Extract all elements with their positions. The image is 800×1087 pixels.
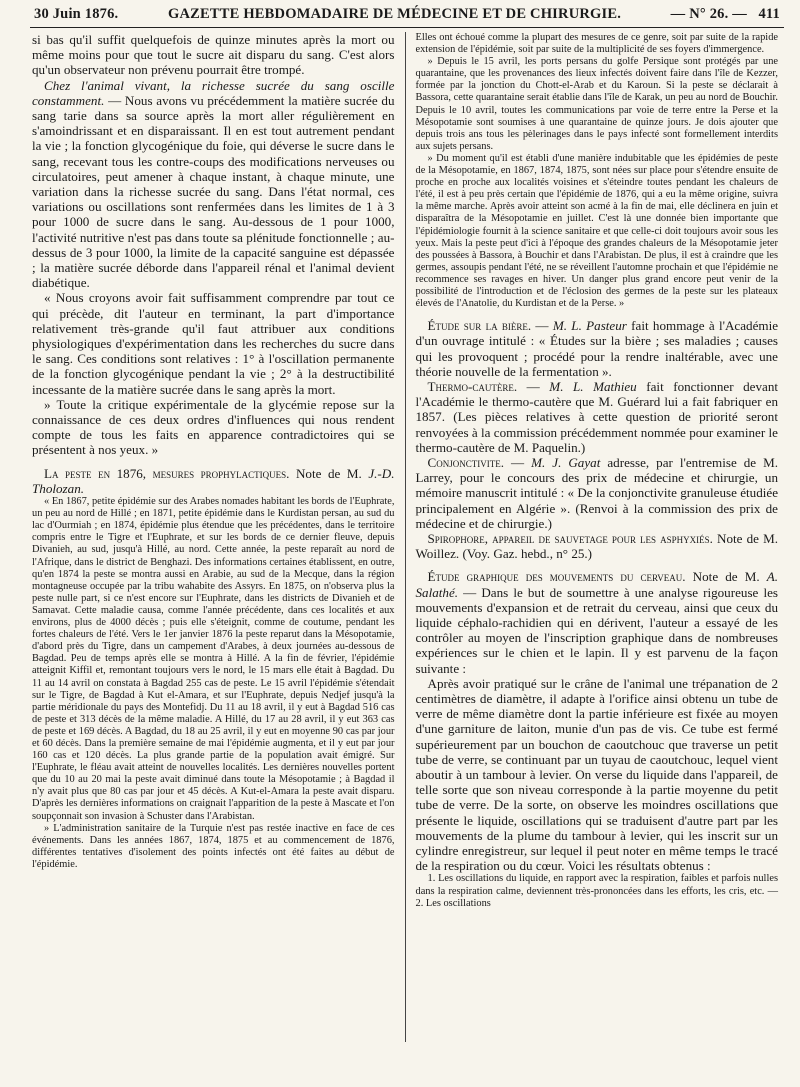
right-column xyxy=(406,32,789,1042)
paragraph: « Nous croyons avoir fait suffisamment comprendre par tout ce qui précède, dit l'auteur en terminant, la part d'importance relativement très-grande qu'il faut attribuer aux conditions physiologiques d'expérimentation dans les recherches du sucre dans le sang. Ces conditions sont relatives : 1° à l'oscillation permanente de la fonction glycogénique pendant la vie ; 2° à la destructibilité incessante de la matière sucrée dans le sang après la mort. xyxy=(32,290,395,397)
article-author: A. Salathé. xyxy=(415,569,778,600)
article-paragraph xyxy=(416,531,779,561)
paragraph: 1. Les oscillations du liquide, en rapport avec la respiration, faibles et parfois nulles dans la respiration calme, deviennent très-prononcées dans les efforts, les cris, etc. — 2. Les oscillations xyxy=(415,873,778,909)
spacer xyxy=(32,458,395,466)
article-title: Conjonctivite. xyxy=(427,454,504,470)
article-title: Thermo-cautère. xyxy=(427,378,518,394)
paragraph: » Toute la critique expérimentale de la glycémie repose sur la connaissance de ces deux ordres d'influences qui nous rendent compte de tous les faits en apparence contradictoires qui se présentent à nos yeux. » xyxy=(32,396,395,458)
header-rule xyxy=(30,27,784,28)
paragraph: » Du moment qu'il est établi d'une manière indubitable que les épidémies de peste de la Mésopotamie, en 1867, 1874, 1875, sont nées sur place pour s'étendre ensuite de proche en proche aux localités voisines et s'éteindre toutes pendant les chaleurs de l'été, il est à peu près certain que l'épidémie de 1876, qui a eu la même origine, suivra la même marche. Après avoir atteint son acmé à la fin de mai, elle déclinera en juin et disparaîtra de la Mésopotamie en juillet. C'est là une donnée bien importante que l'épidémiologie fournit à la science sanitaire et que celle-ci doit toujours avoir sous les yeux. Mais la peste peut d'ici à l'époque des grandes chaleurs de la Mésopotamie jeter des poussées à Bassora, à Bouchir et dans l'Arabistan. De plus, il est à craindre que les germes, assoupis pendant l'été, ne se réveillent l'automne prochain et que l'épidémie ne recommence ses ravages en hiver. Un danger plus grand encore peut venir de la possibilité de l'introduction et de l'éclosion des germes de la peste sur les plateaux élevés de l'Anatolie, du Kurdistan et de la Perse. » xyxy=(415,152,778,310)
paragraph xyxy=(32,78,395,291)
article-text: fait fonctionner devant l'Académie le thermo-cautère que M. Guérard lui a fait fabriquer en 1857. (Les pièces relatives à cette question de priorité seront renvoyées à la commission précédemment nommée pour examiner le thermo-cautère de M. Paquelin.) xyxy=(415,378,779,455)
article-author: J.-D. Tholozan. xyxy=(32,465,395,496)
article-heading xyxy=(32,466,395,496)
paragraph: si bas qu'il suffit quelquefois de quinze minutes après la mort ou même moins pour que tout le sucre ait disparu du sang. C'est alors qu'un observateur non prévenu pourrait être trompé. xyxy=(32,32,395,78)
spacer xyxy=(416,561,779,569)
header-date: 30 Juin 1876. xyxy=(34,6,119,22)
article-title: Étude graphique des mouvements du cerveau. xyxy=(427,569,686,585)
left-column xyxy=(18,32,406,1042)
article-paragraph xyxy=(416,569,779,675)
article-author: M. J. Gayat xyxy=(531,454,601,470)
article-author: M. L. Pasteur xyxy=(552,318,627,334)
page-header xyxy=(18,6,788,27)
article-text: Note de M. Woillez. (Voy. Gaz. hebd., n° 25.) xyxy=(415,531,778,562)
paragraph-text: — Nous avons vu précédemment la matière sucrée du sang tarie dans sa source après la mort aller régulièrement en s'amoindrissant et en disparaissant. Il en est tout autrement pendant la vie ; la fonction glycogénique du foie, qui déverse le sucre dans le sang, recevant tous les contre-coups des modifications nerveuses ou circulatoires, peut amener à chaque instant, à chaque minute, une variation dans la richesse sucrée du sang. Dans l'état normal, ces variations ou oscillations sont renfermées dans les limites de 1 à 3 pour 1000 de sucre dans le sang. Au-dessous de 1 pour 1000, l'activité nutritive n'est pas dans toute sa plénitude fonctionnelle ; au-dessus de 3 pour 1000, la limite de la capacité sanguine est dépassée ; la matière sucrée déborde dans l'appareil rénal et l'animal devient diabétique. xyxy=(32,92,395,291)
paragraph: « En 1867, petite épidémie sur des Arabes nomades habitant les bords de l'Euphrate, un peu au nord de Hillé ; en 1871, petite épidémie dans le Kurdistan persan, au sud du lac d'Ourmiah ; en 1874, épidémie plus étendue que les précédentes, dans le territoire compris entre le Tigre et l'Euphrate, et sur les bords de ce dernier fleuve, depuis Divanieh, au sud, jusqu'à Hillé, au nord. Cette année, la peste reparaît au nord de l'Afrique, dans le district de Benghazi. Des informations certaines établissent, en outre, qu'en 1874 la peste se montra aussi en Arabie, au sud de la Mecque, dans la région montagneuse occupée par la tribu wahabite des Assyrs. En 1875, on n'observa plus la peste nulle part, si ce n'est encore sur l'Euphrate, dans les districts de Divanieh et de Samavat. Cette maladie causa, comme l'année précédente, dans ces localités et aux environs, plus de 4000 décès ; puis elle s'éteignit, comme de coutume, pendant les fortes chaleurs de l'été. Vers le 1er janvier 1876 la peste reparut dans la Mésopotamie, d'abord près du Tigre, dans un campement d'Arabes, à deux journées au-dessous de Bagdad. Peu de temps après elle se montra à Hillé. A la fin de février, l'épidémie atteignit Kiffil et, remontant toujours vers le nord, le 15 mars elle était à Bagdad. Du 11 au 14 avril on constata à Bagdad 255 cas de peste. Le 15 avril l'épidémie s'étendait sur le Tigre, de Bagdad à Kut el-Amara, et sur l'Euphrate, depuis Nedjef jusqu'à la partie méridionale du pays des Montefidj. Du 11 au 18 avril, il y eut à Bagdad 516 cas de peste et 313 décès de la même maladie. A Hillé, du 17 au 28 avril, il y eut 363 cas de peste et 169 décès. A Bagdad, du 18 au 25 avril, il y eut en moyenne 90 cas par jour et 60 décès. Dans la première semaine de mai l'épidémie augmenta, et il y eut par jour 160 cas et 120 décès. La plus grande partie de la population avait émigré. Sur l'Euphrate, le fléau avait atteint de nouvelles localités. Les dernières nouvelles portent que du 10 au 20 mai la peste avait diminué dans toute la Mésopotamie ; à Bagdad il n'y avait plus que 80 cas par jour et 45 décès. A Kut-el-Amara la peste avait disparu. D'après les dernières informations on craignait l'apparition de la peste à Mascate et l'on soupçonnait son invasion à Schuster dans l'Arabistan. xyxy=(32,496,395,822)
article-text: fait hommage à l'Académie d'un ouvrage intitulé : « Études sur la bière ; ses maladies ; causes qui les provoquent ; procédé pour la rendre inaltérable, avec une théorie nouvelle de la fermentation ». xyxy=(415,318,779,379)
article-title: Étude sur la bière. xyxy=(427,318,532,334)
article-text: adresse, par l'entremise de M. Larrey, pour le concours des prix de médecine et chirurgie, un mémoire manuscrit intitulé : « De la conjonctivite granuleuse étudiée principalement en Algérie ». (Renvoi à la commission des prix de médecine et de chirurgie.) xyxy=(415,454,779,531)
article-title: La peste en 1876, mesures prophylactiques. xyxy=(44,465,290,481)
paragraph: » L'administration sanitaire de la Turquie n'est pas restée inactive en face de ces événements. Dans les années 1867, 1874, 1875 et au commencement de 1876, différentes tentatives d'isolement des points infectés ont été faites au début de l'épidémie. xyxy=(32,822,395,870)
section-heading: Chez l'animal vivant, la richesse sucrée du sang oscille constamment. xyxy=(32,77,395,108)
article-paragraph: Conjonctivite. — M. J. Gayat adresse, par l'entremise de M. Larrey, pour le concours des prix de médecine et chirurgie, un mémoire manuscrit intitulé : « De la conjonctivite granuleuse étudiée principalement en Algérie ». (Renvoi à la commission des prix de médecine et de chirurgie.) xyxy=(415,454,779,531)
page-number: 411 xyxy=(758,6,780,22)
spacer xyxy=(416,310,779,318)
article-paragraph: Étude sur la bière. — M. L. Pasteur fait hommage à l'Académie d'un ouvrage intitulé : « Études sur la bière ; ses maladies ; causes qui les provoquent ; procédé pour la rendre inaltérable, avec une théorie nouvelle de la fermentation ». xyxy=(415,318,779,379)
article-note: Note de M. xyxy=(685,569,767,585)
paragraph: Elles ont échoué comme la plupart des mesures de ce genre, soit par suite de la rapide extension de l'épidémie, soit par suite de la multiplicité de ses foyers d'immergence. xyxy=(415,32,778,56)
article-paragraph: Thermo-cautère. — M. L. Mathieu fait fonctionner devant l'Académie le thermo-cautère que M. Guérard lui a fait fabriquer en 1857. (Les pièces relatives à cette question de priorité seront renvoyées à la commission précédemment nommée pour examiner le thermo-cautère de M. Paquelin.) xyxy=(415,378,779,455)
paragraph: Après avoir pratiqué sur le crâne de l'animal une trépanation de 2 centimètres de diamètre, il adapte à l'orifice ainsi obtenu un tube de verre de même diamètre dont la partie inférieure est fixée au moyen d'une garniture de laiton, munie d'un pas de vis. Ce tube est fermé supérieurement par un bouchon de caoutchouc que traverse un petit tube de verre, se continuant par un tuyau de caoutchouc, lequel vient aboutir à un tambour à levier. On verse du liquide dans l'appareil, de telle sorte que son niveau corresponde à la partie moyenne du petit tube de verre. De la sorte, on observe les moindres oscillations que présente le liquide, oscillations qui se traduisent d'autre part par les mouvements de la plume du tambour à levier, qui les inscrit sur un cylindre enregistreur, sur lequel il peut noter en même temps le tracé de la respiration ou du cœur. Voici les résultats obtenus : xyxy=(415,675,778,874)
article-text: — Dans le but de soumettre à une analyse rigoureuse les mouvements d'expansion et de retrait du cerveau, ainsi que ceux du liquide céphalo-rachidien qui en dérivent, l'auteur a essayé de les contrôler au moyen de l'inscription graphique dans de nombreuses expériences sur le chien et le lapin. Il y est parvenu de la façon suivante : xyxy=(415,584,778,676)
header-title: GAZETTE HEBDOMADAIRE DE MÉDECINE ET DE CHIRURGIE. xyxy=(168,6,622,22)
header-issue xyxy=(671,6,780,23)
article-title: Spirophore, appareil de sauvetage pour les asphyxiés. xyxy=(427,531,713,546)
issue-number: — N° 26. — xyxy=(670,6,747,22)
article-author: M. L. Mathieu xyxy=(549,378,637,394)
article-note: Note de M. xyxy=(289,465,369,481)
columns xyxy=(18,32,788,1042)
paragraph: » Depuis le 15 avril, les ports persans du golfe Persique sont protégés par une quarantaine, que les provenances des lieux infectés doivent faire dans l'île de Kezzer, formée par la jonction du Chott-el-Arab et du Karoun. Si la peste se déclarait à Bassora, cette quarantaine serait établie dans l'île de Karak, un peu au nord de Bouchir. Depuis le 10 avril, toutes les communications par voie de terre entre la Perse et la Mésopotamie sont soumises à une quarantaine de quinze jours. Je dois ajouter que depuis trois ans tous les pèlerinages dans le pays infecté sont formellement interdits aux sujets persans. xyxy=(415,56,778,152)
